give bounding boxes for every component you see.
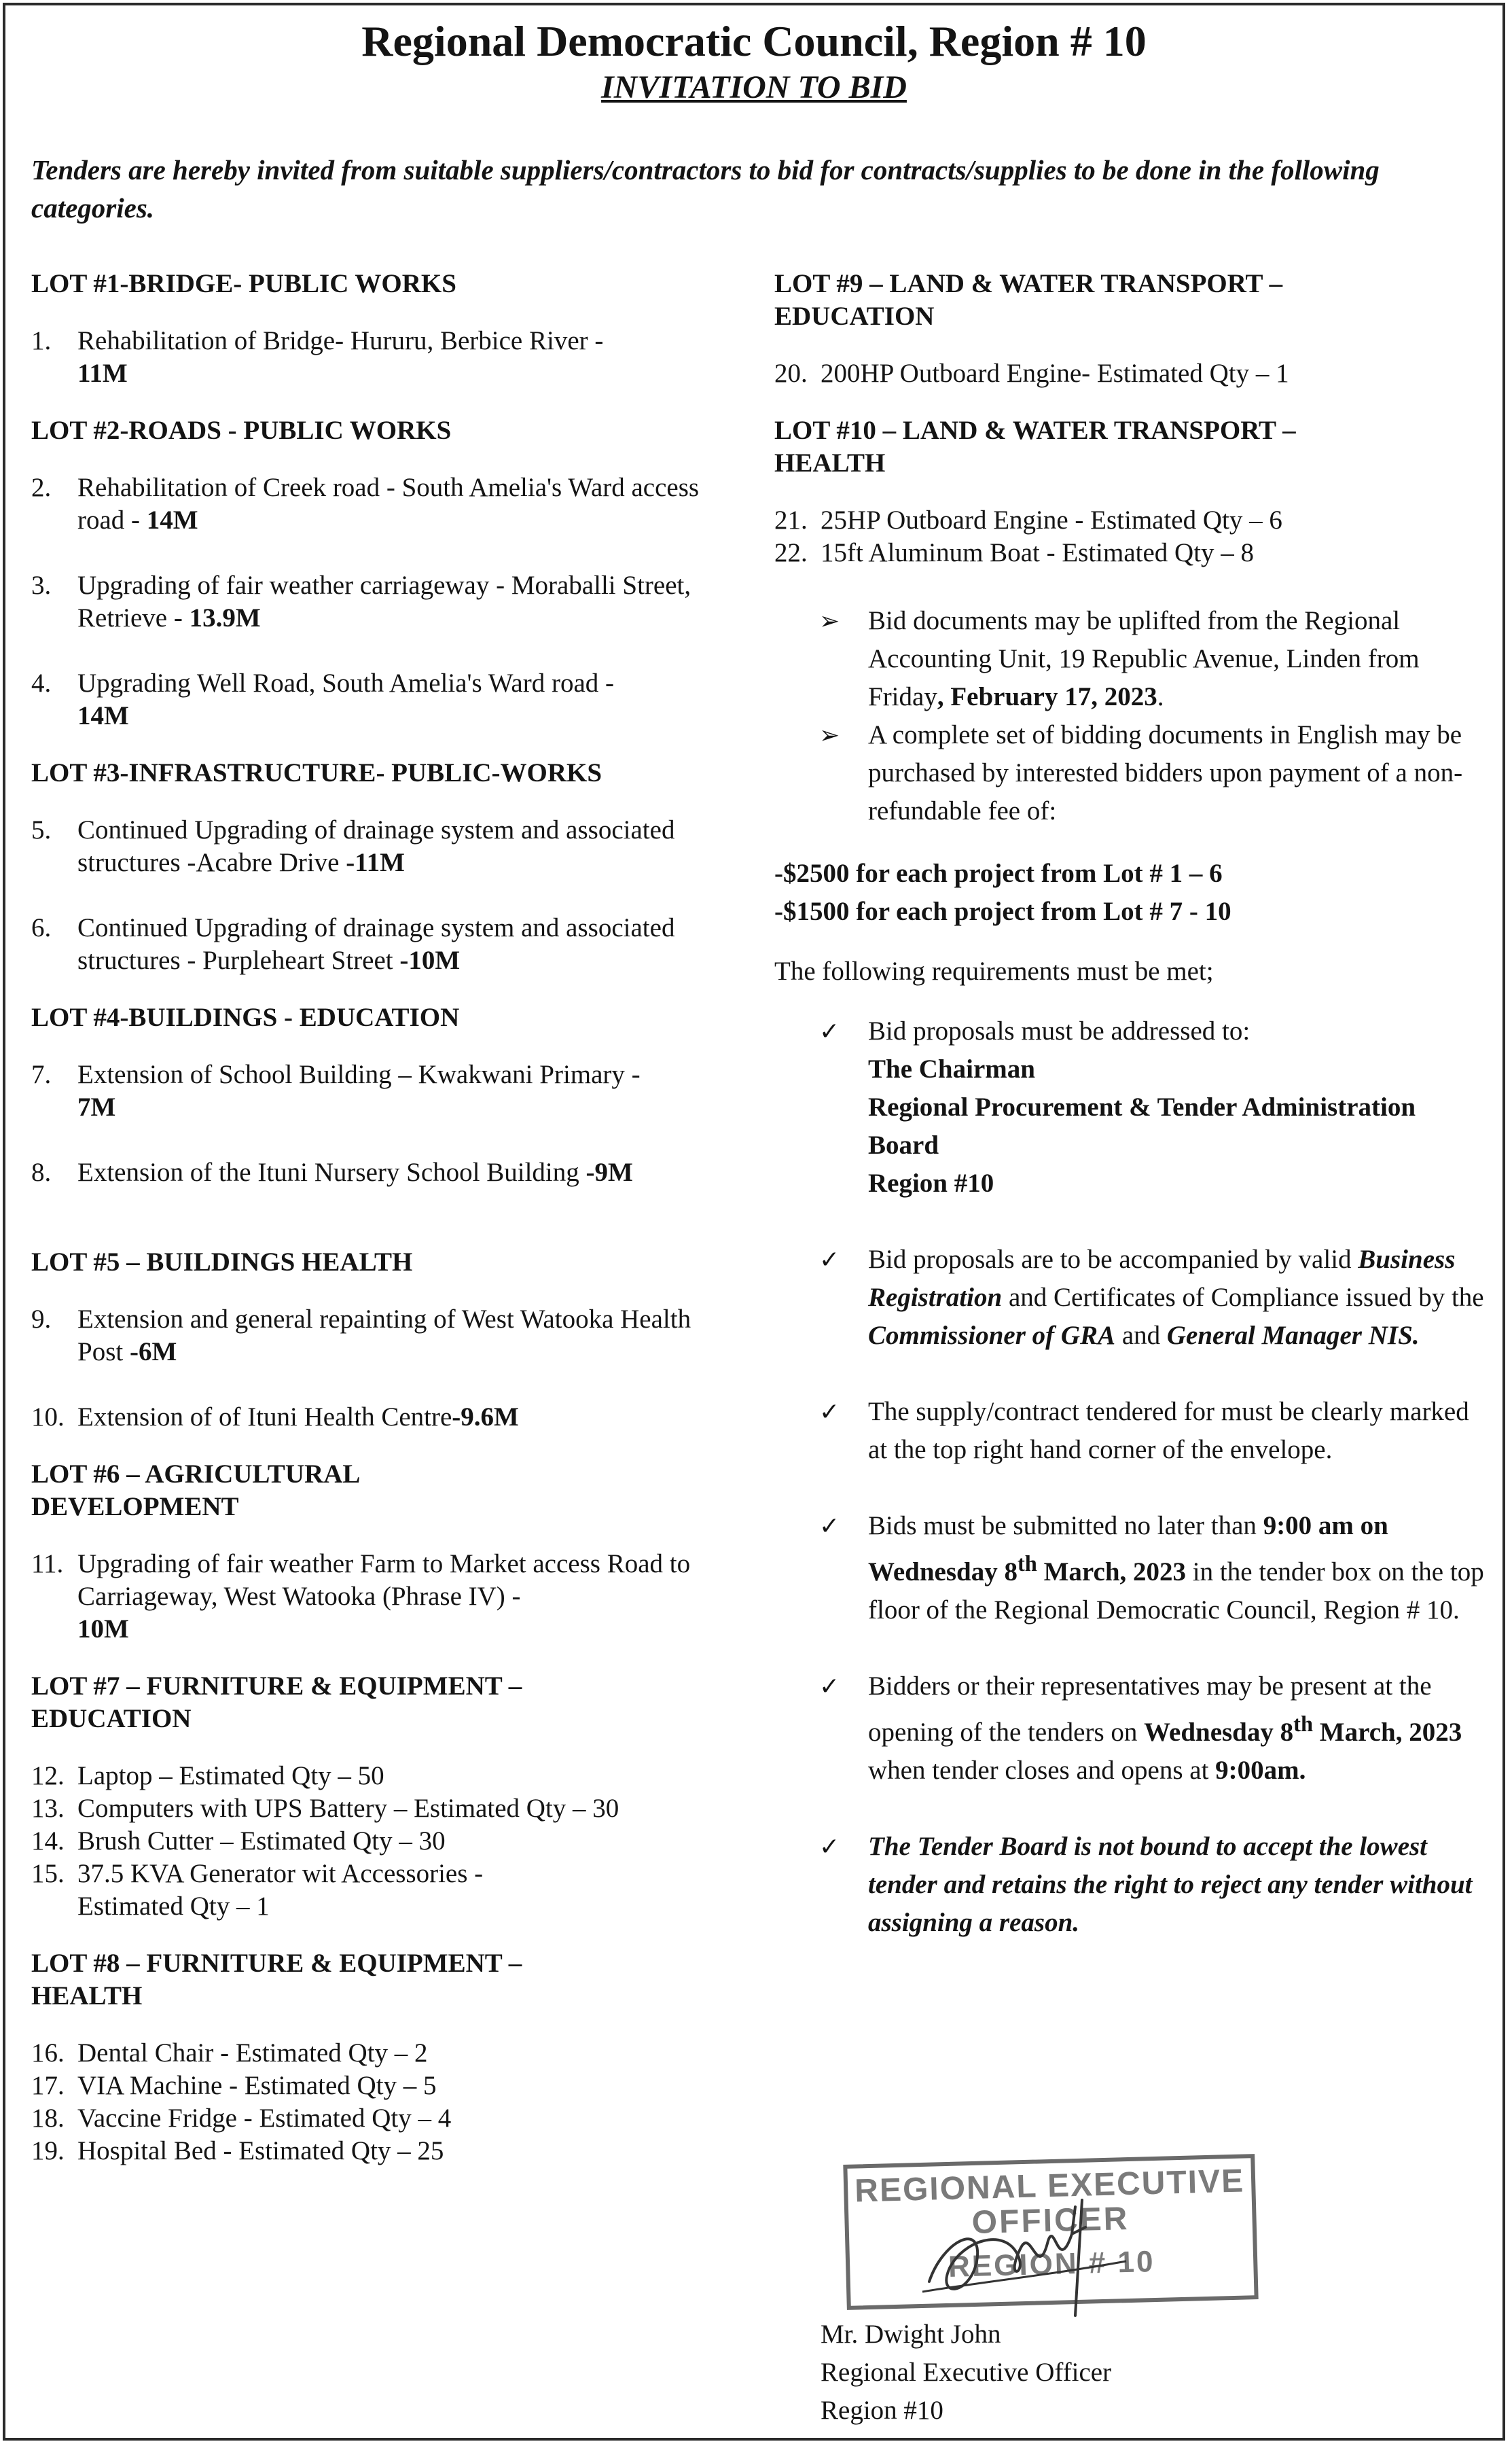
stamp-line: REGIONAL EXECUTIVE [854,2163,1245,2210]
list-item [774,716,1488,830]
emphasis: General Manager NIS. [1166,1321,1420,1350]
item-text: Vaccine Fridge - Estimated Qty – 4 [77,2104,452,2133]
lot-items [774,504,1488,569]
item-amount: -9M [586,1158,633,1187]
list-item [774,1393,1488,1469]
list-item [31,1760,717,1792]
item-text: Dental Chair - Estimated Qty – 2 [77,2038,428,2068]
bid-document-notes [774,602,1488,830]
lot-items [31,1548,717,1646]
item-amount: -11M [346,848,405,877]
lot-heading: LOT #4-BUILDINGS - EDUCATION [31,1003,460,1032]
item-text: Continued Upgrading of drainage system and associated structures - Purpleheart Street [77,913,675,975]
ordinal-suffix: th [1293,1712,1314,1737]
opening-date: March, 2023 [1313,1718,1462,1747]
requirement-text: when tender closes and opens at [868,1756,1216,1785]
uplift-text: Bid documents may be uplifted from the Regional Accounting Unit, 19 Republic Avenue, Linden from Friday [868,606,1420,711]
item-number: 14. [31,1826,65,1856]
item-text: Rehabilitation of Creek road - South Amelia's Ward access road - [77,473,700,535]
opening-date: Wednesday 8 [1144,1718,1294,1747]
disclaimer-text: The Tender Board is not bound to accept the lowest tender and retains the right to reject any tender without assigning a reason. [868,1832,1473,1937]
page-title: Regional Democratic Council, Region # 10 [361,17,1147,65]
list-item [31,569,717,635]
item-text: Extension of the Ituni Nursery School Building [77,1158,579,1187]
arrowhead-bullet-icon: ➢ [819,722,840,749]
lot-heading: LOT #5 – BUILDINGS HEALTH [31,1247,413,1277]
list-item [31,1156,717,1189]
lot-heading: LOT #10 – LAND & WATER TRANSPORT – HEALTH [774,416,1296,478]
list-item [31,472,717,537]
item-text: Extension of School Building – Kwakwani Primary - [77,1060,641,1089]
fee-line: -$1500 for each project from Lot # 7 - 10 [774,897,1231,926]
lot-items [31,814,717,977]
item-number: 15. [31,1859,65,1888]
item-number: 16. [31,2038,65,2068]
list-item [31,2135,717,2167]
item-number: 21. [774,506,808,535]
checkmark-icon: ✓ [819,1398,840,1425]
item-text: 37.5 KVA Generator wit Accessories - Estimated Qty – 1 [77,1859,484,1921]
right-column [774,268,1488,1942]
item-number: 12. [31,1761,65,1790]
list-item [31,1548,717,1646]
item-number: 4. [31,669,52,698]
list-item [31,2070,717,2102]
list-item [31,667,717,732]
fee-line: -$2500 for each project from Lot # 1 – 6 [774,859,1223,888]
item-number: 22. [774,538,808,567]
item-amount: -10M [399,946,461,975]
list-item [31,1858,594,1923]
emphasis: Business Registration [868,1245,1456,1312]
checkmark-icon: ✓ [819,1833,840,1860]
checkmark-icon: ✓ [819,1512,840,1540]
item-text: Extension of of Ituni Health Centre [77,1402,452,1432]
uplift-date: , February 17, 2023 [937,682,1157,711]
lot-items [31,1059,717,1189]
list-item [774,1507,1488,1629]
fee-schedule [774,855,1488,931]
uplift-end: . [1157,682,1164,711]
item-amount: -6M [129,1337,177,1366]
item-number: 11. [31,1549,64,1578]
item-number: 9. [31,1305,52,1334]
item-number: 20. [774,359,808,388]
lot-items [774,357,1488,390]
list-item [774,504,1488,537]
list-item [31,2102,717,2135]
item-text: Continued Upgrading of drainage system and associated structures -Acabre Drive [77,815,675,877]
header [5,15,1502,107]
list-item [31,814,717,879]
list-item [774,1667,1488,1790]
address-line: Regional Procurement & Tender Administration Board [868,1093,1416,1160]
item-text: Upgrading Well Road, South Amelia's Ward road - [77,669,615,698]
address-line: Region #10 [868,1169,994,1198]
requirement-text: Bid proposals must be addressed to: [868,1016,1250,1046]
list-item [774,1012,1488,1203]
item-text: Laptop – Estimated Qty – 50 [77,1761,384,1790]
item-text: Rehabilitation of Bridge- Hururu, Berbice River - [77,326,604,355]
item-text: Brush Cutter – Estimated Qty – 30 [77,1826,446,1856]
item-amount: 13.9M [189,603,261,633]
list-item [774,1828,1488,1942]
lot-heading: LOT #1-BRIDGE- PUBLIC WORKS [31,269,456,298]
lot-heading: LOT #7 – FURNITURE & EQUIPMENT – EDUCATION [31,1671,522,1733]
left-column [31,268,717,2167]
requirement-text: Bids must be submitted no later than [868,1511,1263,1540]
item-text: VIA Machine - Estimated Qty – 5 [77,2071,437,2100]
intro-text: Tenders are hereby invited from suitable suppliers/contractors to bid for contracts/supplies to be done in the following categories. [31,154,1380,224]
item-amount: 14M [146,506,198,535]
item-amount: -9.6M [452,1402,519,1432]
lot-heading: LOT #6 – AGRICULTURAL DEVELOPMENT [31,1459,359,1521]
list-item [31,1401,717,1434]
item-number: 8. [31,1158,52,1187]
lot-items [31,1303,717,1434]
emphasis: Commissioner of GRA [868,1321,1116,1350]
item-text: Upgrading of fair weather carriageway - Moraballi Street, Retrieve - [77,571,691,633]
lot-items [31,325,717,390]
item-amount: 7M [77,1093,116,1122]
notice-page [3,3,1505,2441]
lot-heading: LOT #8 – FURNITURE & EQUIPMENT – HEALTH [31,1949,522,2010]
item-number: 6. [31,913,52,942]
requirement-text: Bidders or their representatives may be present at the opening of the tenders on [868,1671,1432,1747]
requirement-text: The supply/contract tendered for must be clearly marked at the top right hand corner of the envelope. [868,1397,1469,1464]
opening-time: 9:00am. [1215,1756,1306,1785]
item-number: 10. [31,1402,65,1432]
requirements-list [774,1012,1488,1942]
requirements-intro: The following requirements must be met; [774,957,1214,986]
item-number: 17. [31,2071,65,2100]
lot-items [31,1760,717,1923]
item-text: Extension and general repainting of West Watooka Health Post [77,1305,691,1366]
item-number: 2. [31,473,52,502]
list-item [774,602,1488,716]
page-subtitle: INVITATION TO BID [601,69,907,105]
requirement-text: Bid proposals are to be accompanied by valid [868,1245,1358,1274]
stamp-line: REGION # 10 [948,2245,1156,2284]
item-number: 5. [31,815,52,845]
item-amount: 11M [77,359,128,388]
requirement-text: in the tender box on the top floor of the Regional Democratic Council, Region # 10. [868,1557,1484,1625]
checkmark-icon: ✓ [819,1018,840,1045]
item-number: 18. [31,2104,65,2133]
requirement-text: and [1115,1321,1167,1350]
list-item [31,2037,717,2070]
deadline: March, 2023 [1037,1557,1187,1587]
list-item [31,1825,717,1858]
lot-heading: LOT #2-ROADS - PUBLIC WORKS [31,416,452,445]
lot-items [31,472,717,732]
purchase-text: A complete set of bidding documents in English may be purchased by interested bidders upon payment of a non-refundable fee of: [868,720,1463,826]
item-number: 7. [31,1060,52,1089]
list-item [31,1303,717,1368]
item-text: Upgrading of fair weather Farm to Market access Road to Carriageway, West Watooka (Phrase IV) - [77,1549,691,1611]
handwritten-signature [902,2180,1160,2329]
signature-block [821,2316,1111,2430]
signatory-position: Regional Executive Officer [821,2358,1112,2387]
deadline: 9:00 am on Wednesday 8 [868,1511,1388,1587]
list-item [31,1792,717,1825]
item-number: 19. [31,2136,65,2165]
lot-heading: LOT #9 – LAND & WATER TRANSPORT – EDUCATION [774,269,1283,331]
list-item [31,912,717,977]
checkmark-icon: ✓ [819,1673,840,1700]
checkmark-icon: ✓ [819,1246,840,1273]
list-item [774,1241,1488,1355]
item-text: Hospital Bed - Estimated Qty – 25 [77,2136,444,2165]
item-text: 15ft Aluminum Boat - Estimated Qty – 8 [821,538,1255,567]
arrowhead-bullet-icon: ➢ [819,607,840,635]
item-amount: 14M [77,701,129,730]
list-item [31,325,717,390]
lot-items [31,2037,717,2167]
requirement-text: and Certificates of Compliance issued by the [1002,1283,1484,1312]
item-text: 25HP Outboard Engine - Estimated Qty – 6 [821,506,1282,535]
list-item [774,537,1488,569]
signatory-name: Mr. Dwight John [821,2320,1001,2349]
item-number: 1. [31,326,52,355]
item-text: Computers with UPS Battery – Estimated Qty – 30 [77,1794,619,1823]
item-number: 3. [31,571,52,600]
item-amount: 10M [77,1614,129,1644]
signatory-region: Region #10 [821,2396,943,2425]
stamp-line: OFFICER [971,2200,1130,2241]
list-item [31,1059,717,1124]
item-text: 200HP Outboard Engine- Estimated Qty – 1 [821,359,1289,388]
lot-heading: LOT #3-INFRASTRUCTURE- PUBLIC-WORKS [31,758,602,787]
item-number: 13. [31,1794,65,1823]
list-item [774,357,1488,390]
ordinal-suffix: th [1017,1552,1037,1576]
address-line: The Chairman [868,1054,1035,1084]
